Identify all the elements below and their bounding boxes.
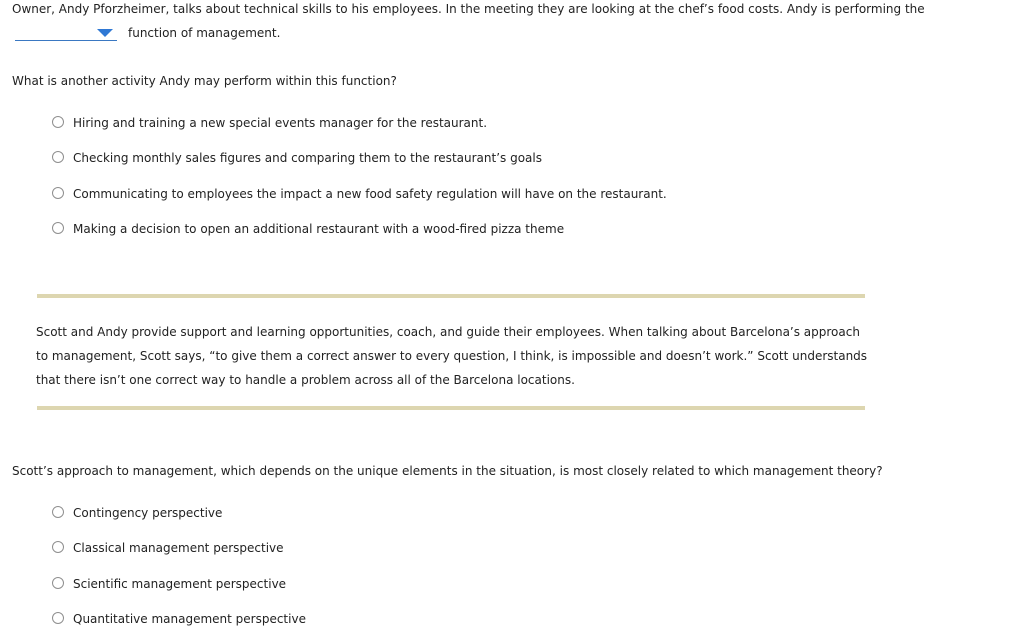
option-label: Making a decision to open an additional restaurant with a wood-fired pizza theme (73, 222, 565, 236)
radio-button[interactable] (52, 612, 64, 624)
radio-button[interactable] (52, 116, 64, 128)
radio-button[interactable] (52, 222, 64, 234)
option-label: Hiring and training a new special events manager for the restaurant. (73, 116, 488, 130)
case-passage: Scott and Andy provide support and learning opportunities, coach, and guide their employees. When talking about Barcelona’s approach to management, Scott says, “to give them a correct answer to every question, I think, is impossible and doesn’t work.” Scott understands that there isn’t one correct way to handle a problem across all of the Barcelona locations. (36, 325, 868, 387)
radio-button[interactable] (52, 506, 64, 518)
option-label: Quantitative management perspective (73, 612, 306, 626)
radio-button[interactable] (52, 541, 64, 553)
divider-top (37, 294, 865, 298)
radio-button[interactable] (52, 577, 64, 589)
option-label: Communicating to employees the impact a new food safety regulation will have on the restaurant. (73, 187, 667, 201)
option-label: Contingency perspective (73, 506, 223, 520)
option-label: Classical management perspective (73, 541, 284, 555)
divider-bottom (37, 406, 865, 410)
management-function-dropdown[interactable] (15, 27, 117, 41)
option-label: Scientific management perspective (73, 577, 287, 591)
question1-prompt: What is another activity Andy may perform within this function? (12, 74, 397, 88)
radio-button[interactable] (52, 187, 64, 199)
radio-button[interactable] (52, 151, 64, 163)
question1-stem: Owner, Andy Pforzheimer, talks about technical skills to his employees. In the meeting they are looking at the chef’s food costs. Andy is performing the (12, 2, 925, 16)
caret-down-icon (97, 29, 113, 37)
question2-prompt: Scott’s approach to management, which depends on the unique elements in the situation, is most closely related to which management theory? (12, 464, 883, 478)
option-label: Checking monthly sales figures and comparing them to the restaurant’s goals (73, 151, 542, 165)
question1-stem-continued: function of management. (128, 26, 281, 40)
